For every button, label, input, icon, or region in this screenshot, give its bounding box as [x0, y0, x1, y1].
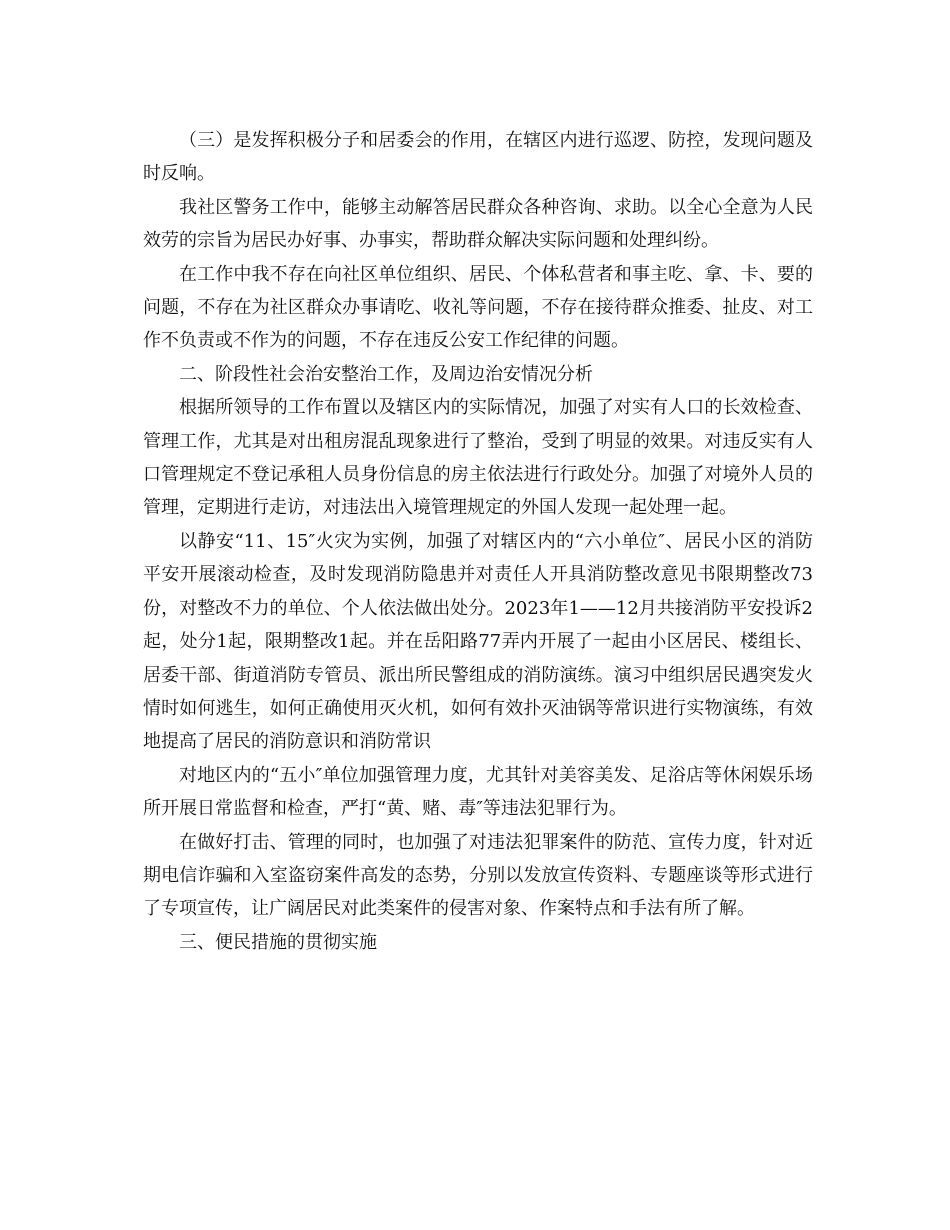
paragraph-crime-prevention: 在做好打击、管理的同时，也加强了对违法犯罪案件的防范、宣传力度，针对近期电信诈骗和入室盗窃案件高发的态势，分别以发放宣传资料、专题座谈等形式进行了专项宣传，让广阔居民对此类案件的侵害对象、作案特点和手法有所了解。: [143, 831, 813, 920]
document-body: [143, 124, 813, 959]
paragraph-five-small-units: 对地区内的“五小″单位加强管理力度，尤其针对美容美发、足浴店等休闲娱乐场所开展日常监督和检查，严打“黄、赌、毒″等违法犯罪行为。: [143, 764, 813, 820]
paragraph-discipline: 在工作中我不存在向社区单位组织、居民、个体私营者和事主吃、拿、卡、要的问题，不存在为社区群众办事请吃、收礼等问题，不存在接待群众推委、扯皮、对工作不负责或不作为的问题，不存在违反公安工作纪律的问题。: [143, 263, 813, 352]
section-heading-security: 二、阶段性社会治安整治工作，及周边治安情况分析: [179, 363, 593, 385]
paragraph-patrol: （三）是发挥积极分子和居委会的作用，在辖区内进行巡逻、防控，发现问题及时反响。: [143, 130, 813, 185]
paragraph-community-service: 我社区警务工作中，能够主动解答居民群众各种咨询、求助。以全心全意为人民效劳的宗旨为居民办好事、办事实，帮助群众解决实际问题和处理纠纷。: [143, 196, 813, 252]
paragraph-population-management: 根据所领导的工作布置以及辖区内的实际情况，加强了对实有人口的长效检查、管理工作，尤其是对出租房混乱现象进行了整治，受到了明显的效果。对违反实有人口管理规定不登记承租人员身份信息的房主依法进行行政处分。加强了对境外人员的管理，定期进行走访，对违法出入境管理规定的外国人发现一起处理一起。: [143, 397, 813, 519]
section-heading-convenience: 三、便民措施的贯彻实施: [179, 931, 377, 953]
paragraph-fire-safety: 以静安“11、15″火灾为实例，加强了对辖区内的“六小单位″、居民小区的消防平安开展滚动检查，及时发现消防隐患并对责任人开具消防整改意见书限期整改73份，对整改不力的单位、个人依法做出处分。2023年1——12月共接消防平安投诉2起，处分1起，限期整改1起。并在岳阳路77弄内开展了一起由小区居民、楼组长、居委干部、街道消防专管员、派出所民警组成的消防演练。演习中组织居民遇突发火情时如何逃生，如何正确使用灭火机，如何有效扑灭油锅等常识进行实物演练，有效地提高了居民的消防意识和消防常识: [143, 530, 813, 753]
